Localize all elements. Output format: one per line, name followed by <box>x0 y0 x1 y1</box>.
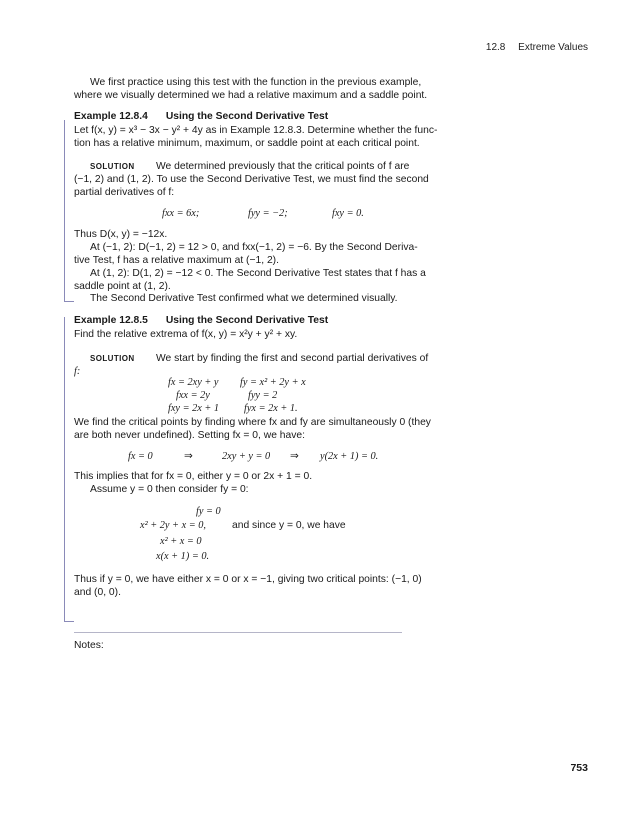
partial-fxx: fxx = 6x; <box>162 208 200 219</box>
chain-fx0: fx = 0 <box>128 451 153 462</box>
section-number: 12.8 <box>485 42 506 53</box>
example-label: Example 12.8.4 <box>74 111 148 122</box>
partial-fyy: fyy = −2; <box>248 208 288 219</box>
example-label: Example 12.8.5 <box>74 315 148 326</box>
notes-divider <box>74 632 402 633</box>
deriv-fxx: fxx = 2y <box>176 390 210 401</box>
example-margin-bar <box>64 120 65 302</box>
partial-fxy: fxy = 0. <box>332 208 364 219</box>
after-line-5: saddle point at (1, 2). <box>74 281 171 292</box>
page-number: 753 <box>570 762 588 774</box>
system-eq-1: fy = 0 <box>196 506 221 517</box>
implies-line-1: This implies that for fx = 0, either y = 0 or 2x + 1 = 0. <box>74 471 313 482</box>
example-heading <box>74 111 328 122</box>
conclusion-line-2: and (0, 0). <box>74 587 121 598</box>
example-heading <box>74 315 328 326</box>
system-note: and since y = 0, we have <box>232 520 346 531</box>
crit-line-2: are both never undefined). Setting fx = 0, we have: <box>74 430 305 441</box>
system-eq-4: x(x + 1) = 0. <box>156 551 210 562</box>
crit-line-1: We find the critical points by finding where fx and fy are simultaneously 0 (they <box>74 417 431 428</box>
solution-line-1b: f: <box>74 366 81 377</box>
implies-arrow: ⇒ <box>184 451 193 462</box>
chain-factored: y(2x + 1) = 0. <box>320 451 379 462</box>
after-line-2: At (−1, 2): D(−1, 2) = 12 > 0, and fxx(−1, 2) = −6. By the Second Deriva- <box>90 242 418 253</box>
example-prompt: Find the relative extrema of f(x, y) = x²y + y² + xy. <box>74 329 298 340</box>
notes-label: Notes: <box>74 640 104 651</box>
deriv-fxy: fxy = 2x + 1 <box>168 403 220 414</box>
after-line-1: Thus D(x, y) = −12x. <box>74 229 168 240</box>
system-eq-2: x² + 2y + x = 0, <box>140 520 206 531</box>
example-title: Using the Second Derivative Test <box>165 111 329 122</box>
after-line-4: At (1, 2): D(1, 2) = −12 < 0. The Second Derivative Test states that f has a <box>90 268 426 279</box>
intro-line-2: where we visually determined we had a relative maximum and a saddle point. <box>74 90 428 101</box>
deriv-fyx: fyx = 2x + 1. <box>244 403 298 414</box>
deriv-fy: fy = x² + 2y + x <box>240 377 306 388</box>
section-title: Extreme Values <box>518 42 588 53</box>
deriv-fx: fx = 2xy + y <box>168 377 219 388</box>
example-prompt-line-1: Let f(x, y) = x³ − 3x − y² + 4y as in Example 12.8.3. Determine whether the func- <box>74 125 438 136</box>
system-eq-3: x² + x = 0 <box>160 536 202 547</box>
solution-line-1: We determined previously that the critical points of f are <box>156 161 410 172</box>
solution-line-3: partial derivatives of f: <box>74 187 175 198</box>
after-line-3: tive Test, f has a relative maximum at (−1, 2). <box>74 255 279 266</box>
example-margin-bar-end <box>64 621 74 622</box>
intro-line-1: We first practice using this test with the function in the previous example, <box>90 77 422 88</box>
implies-line-2: Assume y = 0 then consider fy = 0: <box>90 484 249 495</box>
solution-label: SOLUTION <box>90 162 135 171</box>
conclusion-line-1: Thus if y = 0, we have either x = 0 or x = −1, giving two critical points: (−1, 0) <box>74 574 422 585</box>
example-margin-bar <box>64 317 65 622</box>
running-header <box>476 42 588 53</box>
solution-line-2: (−1, 2) and (1, 2). To use the Second Derivative Test, we must find the second <box>74 174 429 185</box>
solution-line-1: We start by finding the first and second partial derivatives of <box>156 353 429 364</box>
example-title: Using the Second Derivative Test <box>165 315 329 326</box>
example-prompt-line-2: tion has a relative minimum, maximum, or saddle point at each critical point. <box>74 138 420 149</box>
example-margin-bar-end <box>64 301 74 302</box>
deriv-fyy: fyy = 2 <box>248 390 278 401</box>
chain-eq: 2xy + y = 0 <box>222 451 271 462</box>
solution-label: SOLUTION <box>90 354 135 363</box>
after-line-6: The Second Derivative Test confirmed what we determined visually. <box>90 293 398 304</box>
implies-arrow: ⇒ <box>290 451 299 462</box>
